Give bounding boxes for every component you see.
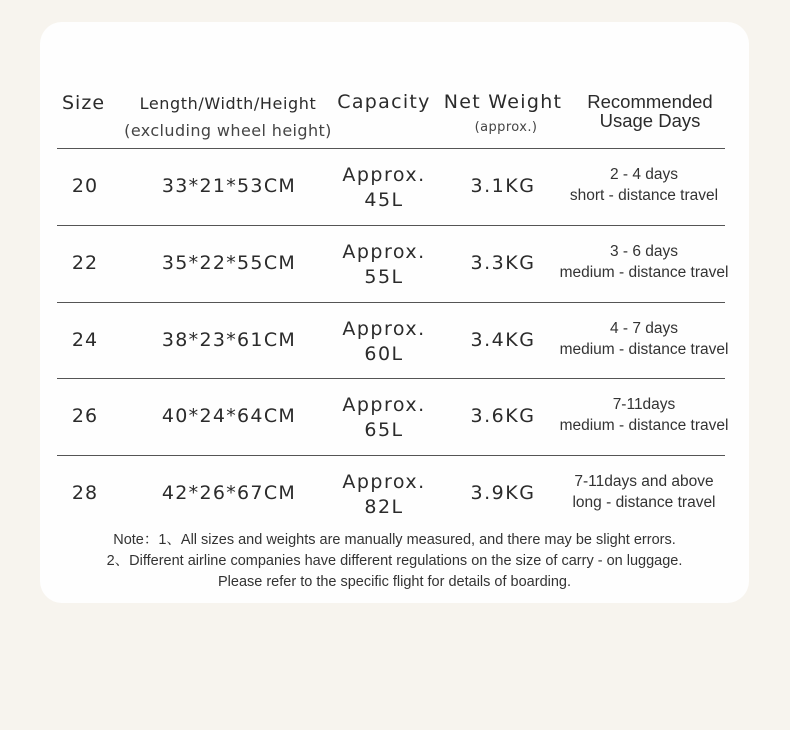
row-capacity-value: 55L xyxy=(364,266,404,288)
row-days: 4 - 7 days xyxy=(609,320,679,337)
row-dimensions: 38*23*61CM xyxy=(161,329,297,351)
header-net-weight-note: (approx.) xyxy=(474,120,538,135)
header-recommended-usage xyxy=(570,92,730,130)
row-net-weight: 3.1KG xyxy=(470,175,536,197)
table-row xyxy=(40,379,749,455)
row-size: 26 xyxy=(71,405,99,427)
row-recommended-usage xyxy=(546,394,742,436)
row-size: 22 xyxy=(71,252,99,274)
row-recommended-usage xyxy=(546,241,742,283)
row-travel: long - distance travel xyxy=(572,494,716,511)
row-capacity-value: 45L xyxy=(364,189,404,211)
table-row xyxy=(40,303,749,379)
table-row xyxy=(40,149,749,225)
row-recommended-usage xyxy=(546,164,742,206)
row-capacity xyxy=(332,317,436,367)
row-net-weight: 3.9KG xyxy=(470,482,536,504)
row-size: 28 xyxy=(71,482,99,504)
row-recommended-usage xyxy=(546,318,742,360)
note-line-2: 2、Different airline companies have different regulations on the size of carry - on luggage. xyxy=(106,553,683,569)
note-line-1: Note：1、All sizes and weights are manually measured, and there may be slight errors. xyxy=(113,532,676,548)
header-capacity: Capacity xyxy=(337,91,431,113)
row-travel: medium - distance travel xyxy=(559,417,729,434)
row-capacity-label: Approx. xyxy=(342,471,426,493)
header-recommended-line2: Usage Days xyxy=(599,110,701,131)
header-recommended-line1: Recommended xyxy=(587,91,713,112)
row-capacity-label: Approx. xyxy=(342,164,426,186)
row-net-weight: 3.4KG xyxy=(470,329,536,351)
row-dimensions: 35*22*55CM xyxy=(161,252,297,274)
row-capacity-label: Approx. xyxy=(342,241,426,263)
row-capacity xyxy=(332,163,436,213)
row-dimensions: 33*21*53CM xyxy=(161,175,297,197)
row-capacity-label: Approx. xyxy=(342,394,426,416)
header-net-weight: Net Weight xyxy=(443,91,563,113)
row-capacity xyxy=(332,240,436,290)
header-dimensions: Length/Width/Height xyxy=(139,94,317,113)
row-days: 7-11days xyxy=(612,396,676,413)
row-days: 3 - 6 days xyxy=(609,243,679,260)
row-capacity-label: Approx. xyxy=(342,318,426,340)
row-days: 7-11days and above xyxy=(574,473,714,490)
row-net-weight: 3.6KG xyxy=(470,405,536,427)
row-dimensions: 42*26*67CM xyxy=(161,482,297,504)
row-capacity-value: 60L xyxy=(364,343,404,365)
row-size: 24 xyxy=(71,329,99,351)
table-row xyxy=(40,226,749,302)
row-size: 20 xyxy=(71,175,99,197)
row-net-weight: 3.3KG xyxy=(470,252,536,274)
table-row xyxy=(40,456,749,532)
row-travel: short - distance travel xyxy=(569,187,719,204)
size-spec-card xyxy=(40,22,749,603)
row-recommended-usage xyxy=(546,471,742,513)
footnotes xyxy=(40,530,749,593)
row-capacity-value: 65L xyxy=(364,419,404,441)
row-travel: medium - distance travel xyxy=(559,341,729,358)
note-line-3: Please refer to the specific flight for details of boarding. xyxy=(217,574,572,590)
row-capacity-value: 82L xyxy=(364,496,404,518)
header-dimensions-note: (excluding wheel height) xyxy=(124,121,332,140)
row-capacity xyxy=(332,393,436,443)
header-size: Size xyxy=(62,92,106,114)
row-capacity xyxy=(332,470,436,520)
row-days: 2 - 4 days xyxy=(609,166,679,183)
row-dimensions: 40*24*64CM xyxy=(161,405,297,427)
row-travel: medium - distance travel xyxy=(559,264,729,281)
